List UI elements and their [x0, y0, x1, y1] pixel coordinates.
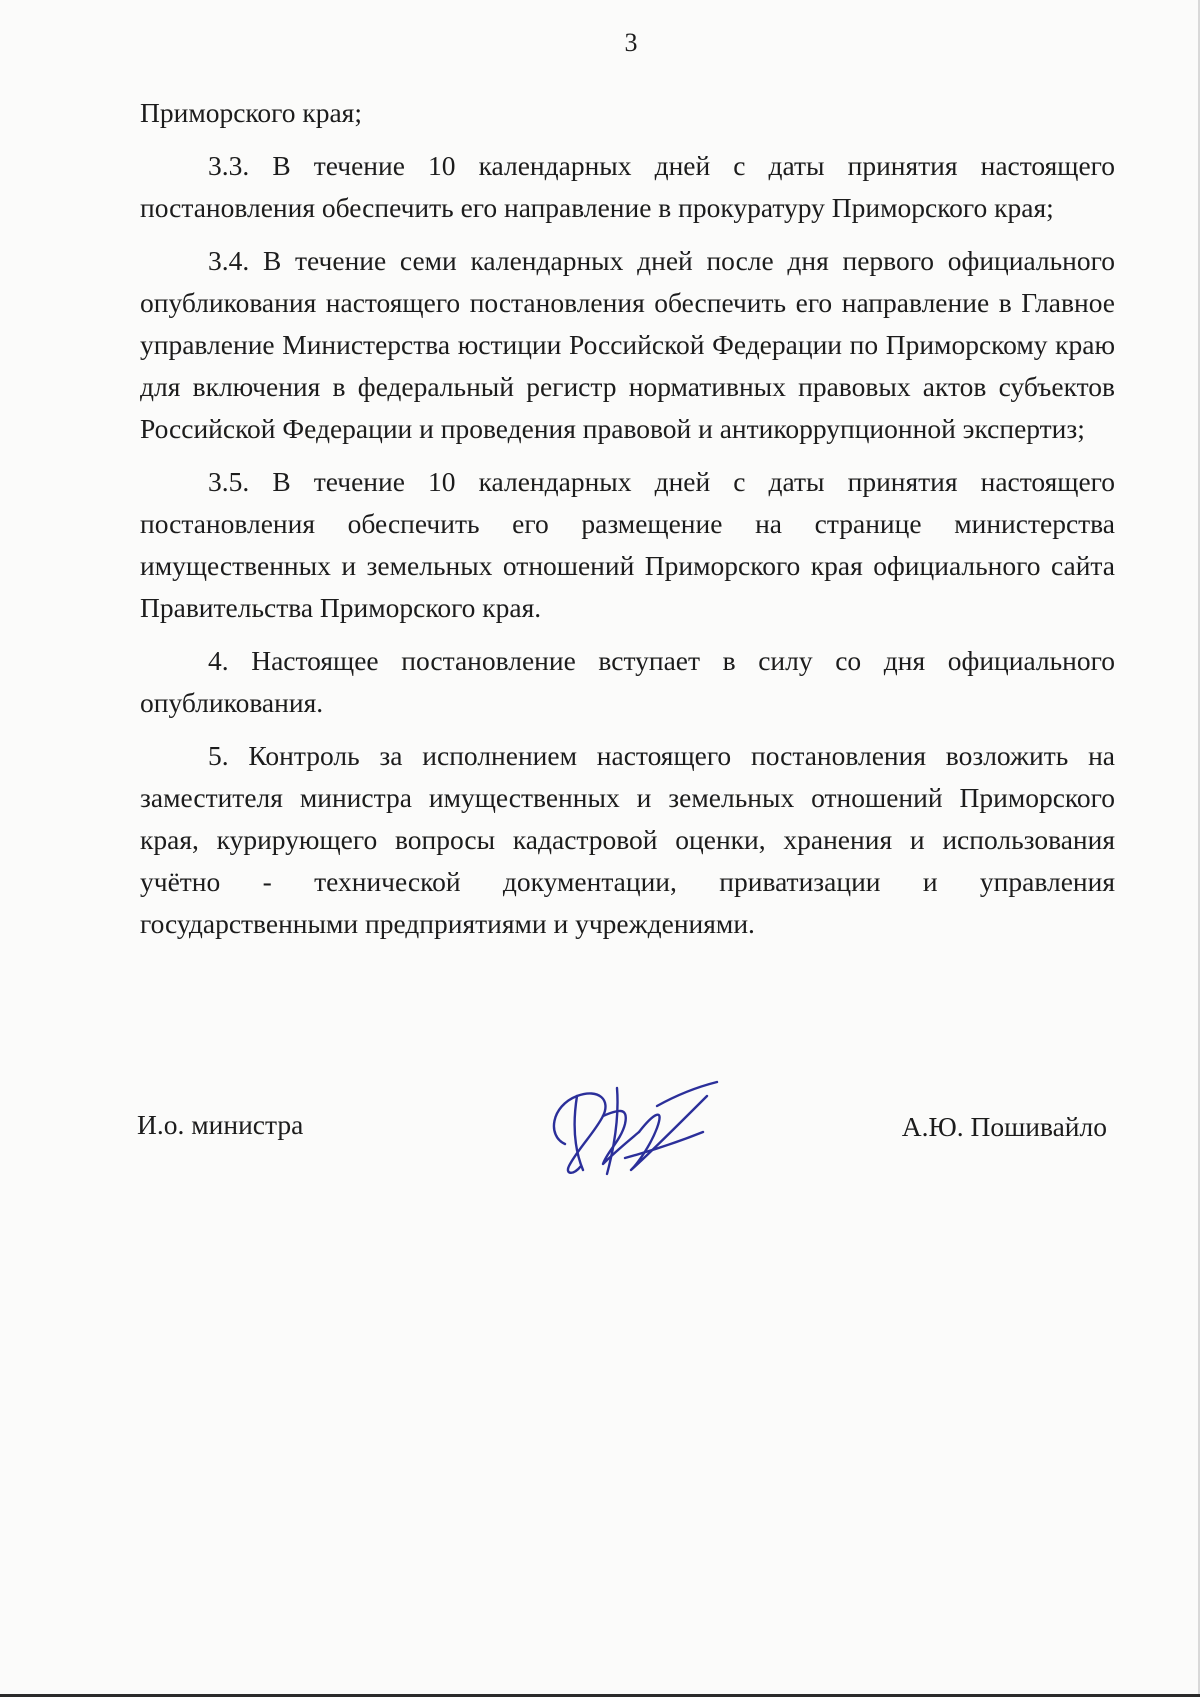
- signer-name: А.Ю. Пошивайло: [901, 1111, 1107, 1142]
- paragraph-3-3: 3.3. В течение 10 календарных дней с даты принятия настоящего постановления обеспечить его направление в прокуратуру Приморского края;: [140, 150, 1115, 223]
- page-number: 3: [624, 28, 638, 57]
- signer-position: И.о. министра: [137, 1109, 304, 1140]
- handwritten-signature: [507, 1066, 767, 1186]
- paragraph-4: 4. Настоящее постановление вступает в силу со дня официального опубликования.: [140, 645, 1115, 718]
- paragraph-continuation: Приморского края;: [140, 97, 362, 128]
- paragraph-3-4: 3.4. В течение семи календарных дней после дня первого официального опубликования настоящего постановления обеспечить его направление в Главное управление Министерства юстиции Российской Федерации по Приморскому краю для включения в федеральный регистр нормативных правовых актов субъектов Российской Федерации и проведения правовой и антикоррупционной экспертиз;: [140, 245, 1115, 444]
- document-body: [140, 92, 1115, 956]
- paragraph-3-5: 3.5. В течение 10 календарных дней с даты принятия настоящего постановления обеспечить его размещение на странице министерства имущественных и земельных отношений Приморского края официального сайта Правительства Приморского края.: [140, 466, 1115, 623]
- signature-block: [137, 1088, 1107, 1208]
- paragraph-5: 5. Контроль за исполнением настоящего постановления возложить на заместителя министра имущественных и земельных отношений Приморского края, курирующего вопросы кадастровой оценки, хранения и использования учётно - технической документации, приватизации и управления государственными предприятиями и учреждениями.: [140, 740, 1115, 939]
